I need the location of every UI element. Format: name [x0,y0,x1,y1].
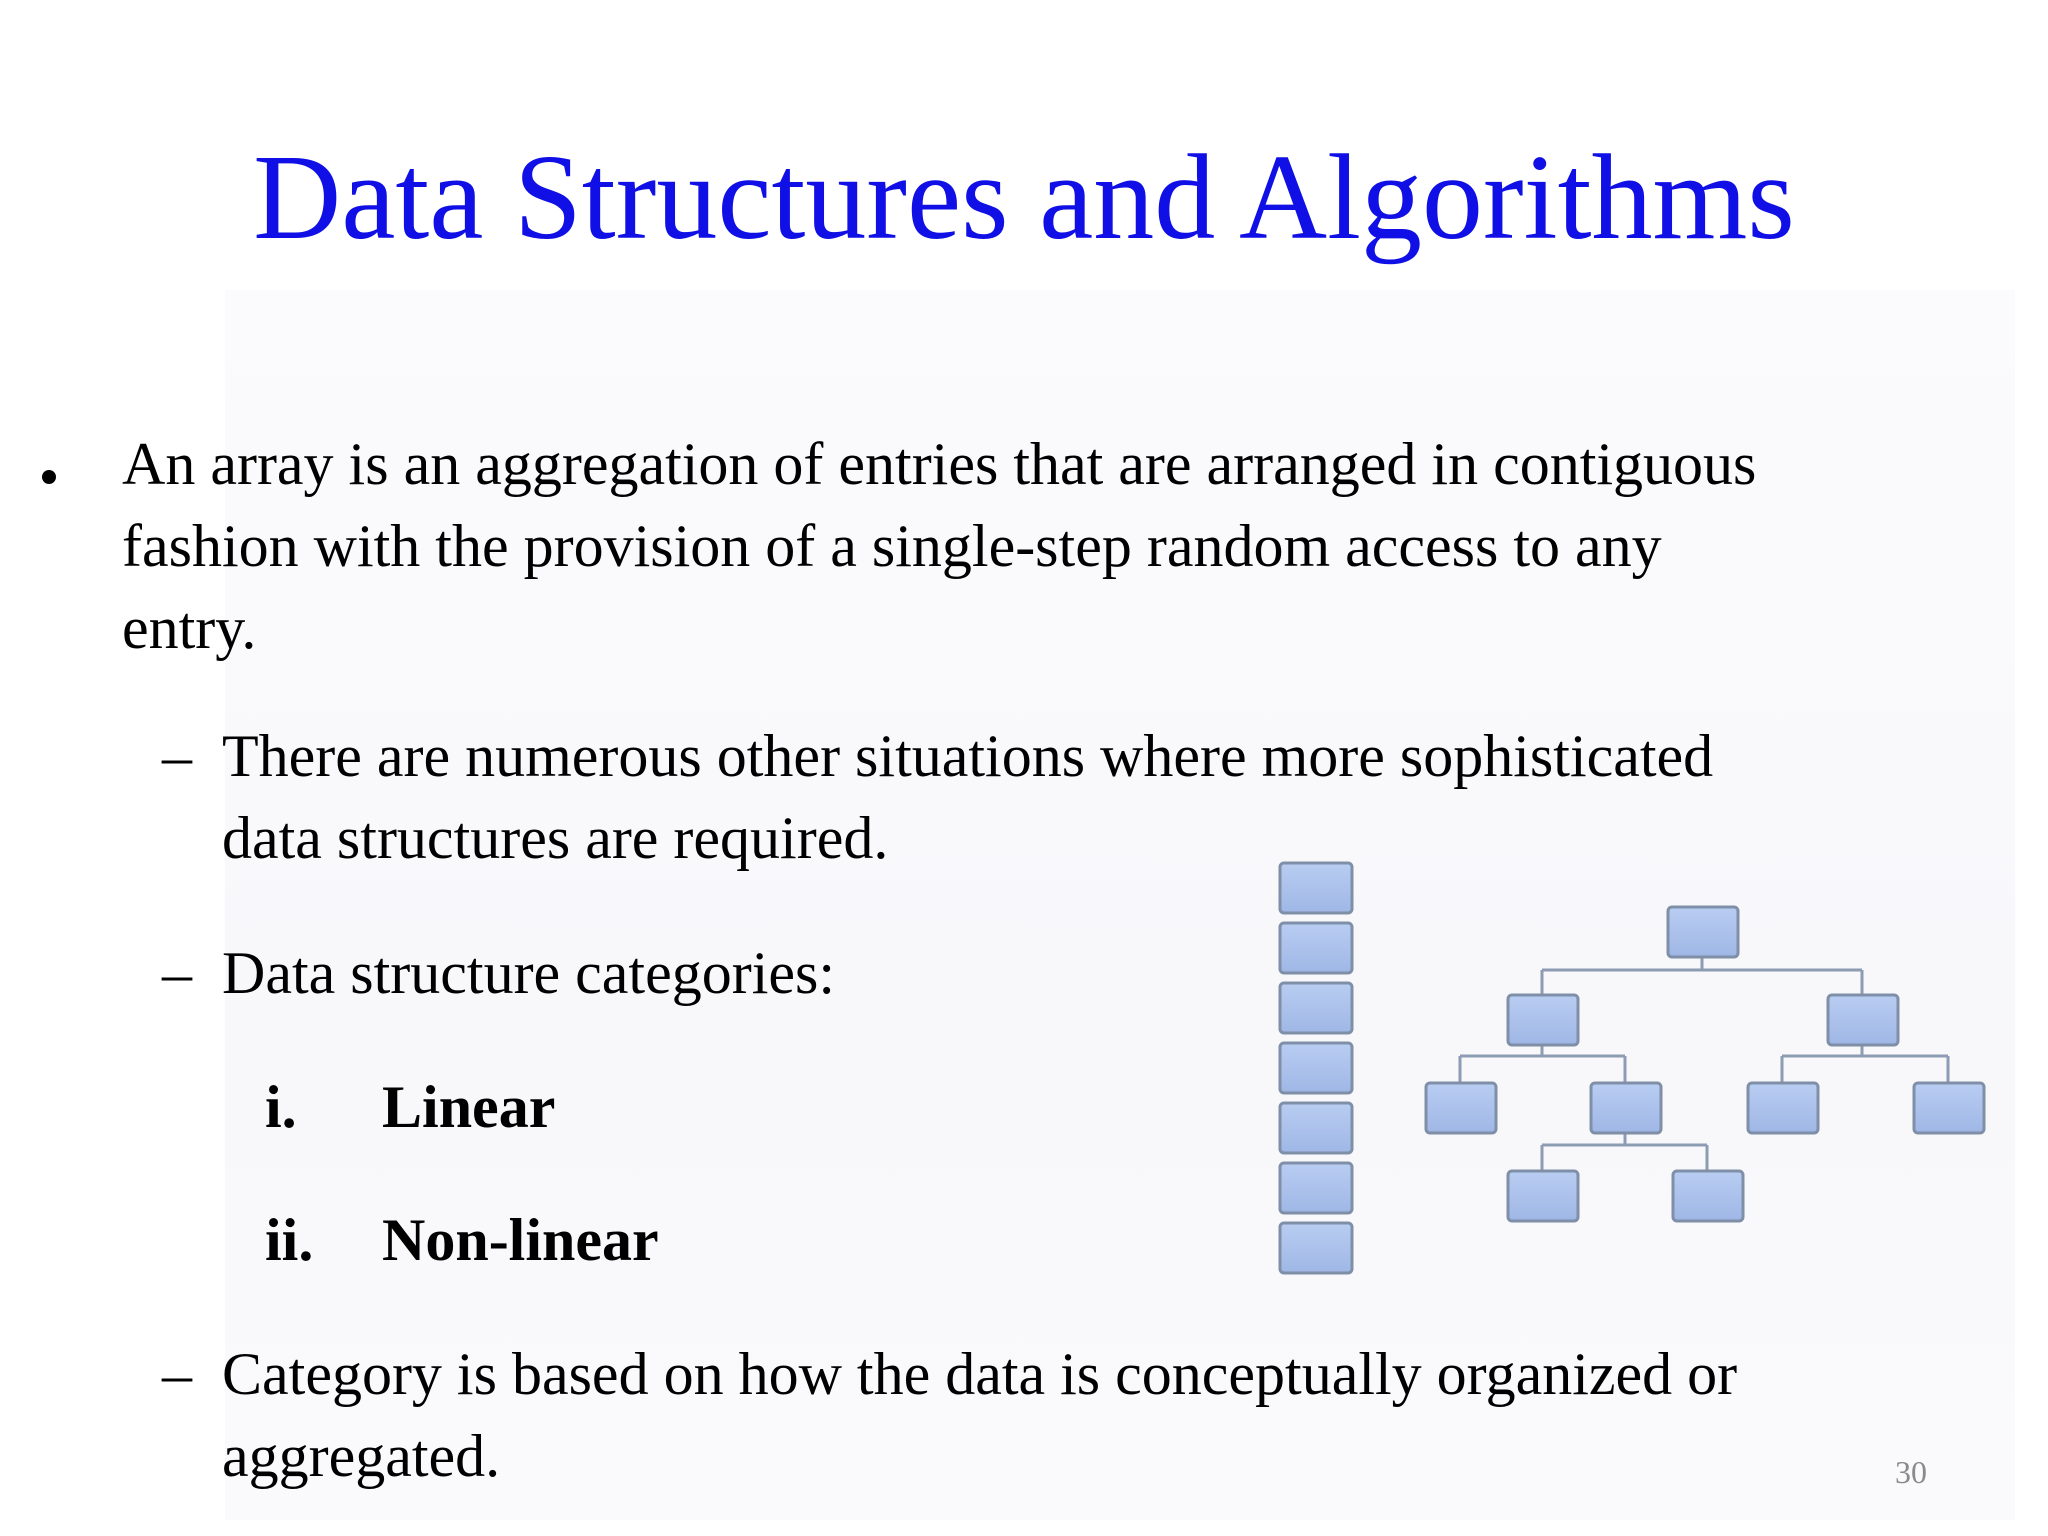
category-numeral: ii. [265,1207,314,1273]
slide-title: Data Structures and Algorithms [253,130,1795,265]
main-bullet-line: fashion with the provision of a single-step random access to any [122,513,1662,579]
array-cell [1280,863,1352,913]
tree-node [1508,995,1578,1045]
category-label: Non-linear [382,1207,659,1273]
array-cell [1280,1163,1352,1213]
main-bullet-line: An array is an aggregation of entries that are arranged in contiguous [122,431,1757,497]
array-cell [1280,1043,1352,1093]
main-bullet-line: entry. [122,595,257,661]
tree-node [1673,1171,1743,1221]
tree-edges [1460,957,1948,1171]
category-label: Linear [382,1074,556,1140]
page-number: 30 [1895,1454,1927,1490]
tree-node [1748,1083,1818,1133]
tree-node [1828,995,1898,1045]
sub-bullet-line: Data structure categories: [222,940,836,1006]
sub-bullet-line: There are numerous other situations where more sophisticated [222,723,1714,789]
tree-node [1426,1083,1496,1133]
tree-node [1591,1083,1661,1133]
sub-bullet-dash: – [162,1341,192,1407]
sub-bullet-line: aggregated. [222,1423,501,1489]
sub-bullet-dash: – [162,940,192,1006]
data-structure-diagram [1270,855,2000,1285]
array-cell [1280,923,1352,973]
array-cell [1280,983,1352,1033]
tree-node [1914,1083,1984,1133]
tree-node [1668,907,1738,957]
array-cell [1280,1103,1352,1153]
bullet-dot-icon [42,470,56,484]
tree-structure-icon [1426,907,1984,1221]
sub-bullet-line: Category is based on how the data is conceptually organized or [222,1341,1738,1407]
linear-array-icon [1280,863,1352,1273]
sub-bullet-text [222,1333,1737,1497]
main-bullet-text [122,423,1756,669]
category-numeral: i. [265,1074,297,1140]
tree-node [1508,1171,1578,1221]
sub-bullet-dash: – [162,723,192,789]
sub-bullet-text [222,932,835,1014]
sub-bullet-line: data structures are required. [222,805,889,871]
array-cell [1280,1223,1352,1273]
